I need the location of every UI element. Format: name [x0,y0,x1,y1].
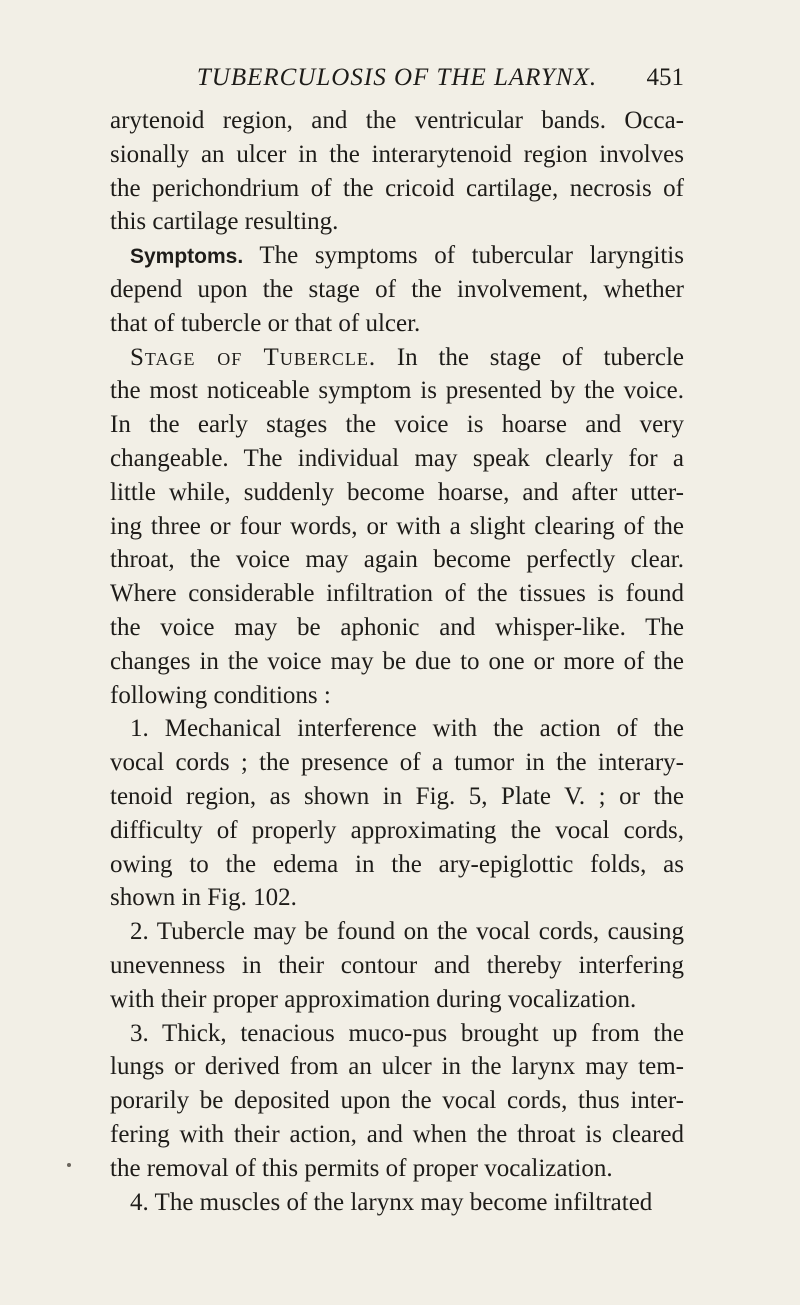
text-line: with their proper approximation during vocalization. [110,985,637,1013]
text-line: ing three or four words, or with a slight clearing of the [110,512,684,540]
text-line: the voice may be aphonic and whisper-like. The [110,613,684,641]
text-line: In the early stages the voice is hoarse and very [110,411,684,439]
text-line: difficulty of properly approximating the vocal cords, [110,816,684,844]
list-item-3: 3. Thick, tenacious muco-pus brought up from the [130,1019,684,1047]
text-line: the perichondrium of the cricoid cartilage, necrosis of [110,174,684,202]
symptoms-paragraph-line [110,239,684,273]
text-line: shown in Fig. 102. [110,884,297,912]
text-line: owing to the edema in the ary-epiglottic folds, as [110,850,684,878]
text-fragment: In the stage of tubercle [396,343,684,371]
text-line: arytenoid region, and the ventricular bands. Occa- [110,107,684,134]
list-item-4: 4. The muscles of the larynx may become infiltrated [130,1188,653,1216]
running-head [110,58,684,98]
text-line: fering with their action, and when the throat is cleared [110,1120,684,1148]
text-line: tenoid region, as shown in Fig. 5, Plate V. ; or the [110,782,684,810]
text-line: this cartilage resulting. [110,208,339,236]
running-title: TUBERCULOSIS OF THE LARYNX. [196,64,598,91]
text-line: vocal cords ; the presence of a tumor in the interary- [110,749,684,777]
text-line: Where considerable infiltration of the tissues is found [110,580,684,608]
margin-mark [67,1163,71,1167]
symptoms-heading: Symptoms. [130,245,244,269]
page-number: 451 [646,64,684,91]
text-line: sionally an ulcer in the interarytenoid region involves [110,140,684,168]
body-text [110,104,684,1219]
stage-paragraph-line [110,341,684,375]
text-line: unevenness in their contour and thereby interfering [110,951,684,979]
text-line: following conditions : [110,681,331,709]
text-line: depend upon the stage of the involvement, whether [110,275,684,303]
list-item-2: 2. Tubercle may be found on the vocal cords, causing [130,918,684,946]
text-line: changeable. The individual may speak clearly for a [110,444,684,472]
text-line: that of tubercle or that of ulcer. [110,309,421,337]
text-line: little while, suddenly become hoarse, and after utter- [110,478,684,506]
text-line: porarily be deposited upon the vocal cords, thus inter- [110,1087,684,1115]
list-item-1: 1. Mechanical interference with the action of the [130,715,684,743]
text-line: changes in the voice may be due to one or more of the [110,647,684,675]
stage-of-tubercle-heading: Stage of Tubercle. [130,343,377,371]
text-line: lungs or derived from an ulcer in the larynx may tem- [110,1053,684,1081]
text-line: the removal of this permits of proper vocalization. [110,1154,613,1182]
text-fragment: The symptoms of tubercular laryngitis [259,242,684,270]
text-line: the most noticeable symptom is presented by the voice. [110,377,684,405]
text-line: throat, the voice may again become perfectly clear. [110,546,684,574]
